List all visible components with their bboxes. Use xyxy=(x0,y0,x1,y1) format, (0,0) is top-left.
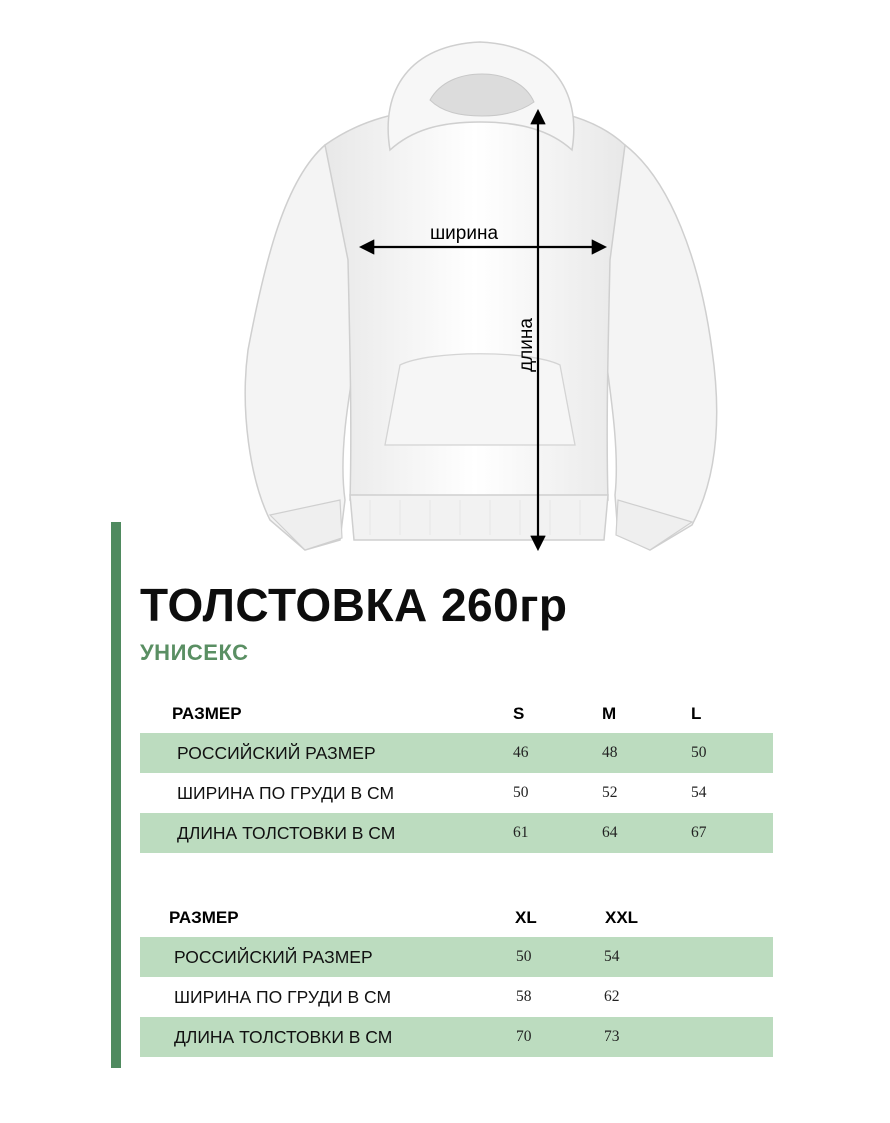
hoodie-icon xyxy=(230,30,730,570)
row-value: 54 xyxy=(691,784,707,801)
row-value: 58 xyxy=(516,988,532,1005)
size-header-xxl: XXL xyxy=(605,908,639,927)
row-value: 70 xyxy=(516,1028,532,1045)
size-header-s: S xyxy=(513,704,525,723)
size-table-2 xyxy=(140,899,773,1057)
hoodie-illustration xyxy=(230,30,730,570)
row-value: 64 xyxy=(602,824,618,841)
page-title: ТОЛСТОВКА 260гр xyxy=(140,579,568,631)
page-subtitle: УНИСЕКС xyxy=(140,640,249,665)
size-header-label: РАЗМЕР xyxy=(172,704,242,723)
row-value: 48 xyxy=(602,744,618,761)
table-row xyxy=(140,977,773,1017)
width-label: ширина xyxy=(429,223,499,244)
row-value: 73 xyxy=(604,1028,620,1045)
row-label: ШИРИНА ПО ГРУДИ В СМ xyxy=(174,986,392,1007)
table-row xyxy=(140,937,773,977)
row-value: 52 xyxy=(602,784,618,801)
row-value: 50 xyxy=(513,784,529,801)
table-row xyxy=(140,813,773,853)
row-value: 50 xyxy=(516,948,532,965)
row-value: 61 xyxy=(513,824,529,841)
row-value: 54 xyxy=(604,948,620,965)
size-header-label: РАЗМЕР xyxy=(169,908,239,927)
table-header-row xyxy=(140,899,773,937)
accent-bar xyxy=(111,522,121,1068)
size-header-l: L xyxy=(691,704,702,723)
length-label: длина xyxy=(516,318,537,372)
row-value: 62 xyxy=(604,988,620,1005)
row-label: РОССИЙСКИЙ РАЗМЕР xyxy=(177,742,376,763)
size-table-1 xyxy=(140,695,773,853)
size-header-m: M xyxy=(602,704,617,723)
row-label: РОССИЙСКИЙ РАЗМЕР xyxy=(174,946,373,967)
row-label: ДЛИНА ТОЛСТОВКИ В СМ xyxy=(177,822,396,843)
row-label: ШИРИНА ПО ГРУДИ В СМ xyxy=(177,782,395,803)
table-row xyxy=(140,1017,773,1057)
row-value: 50 xyxy=(691,744,707,761)
row-value: 46 xyxy=(513,744,529,761)
table-header-row xyxy=(140,695,773,733)
size-header-xl: XL xyxy=(515,908,537,927)
table-row xyxy=(140,733,773,773)
table-row xyxy=(140,773,773,813)
row-value: 67 xyxy=(691,824,707,841)
row-label: ДЛИНА ТОЛСТОВКИ В СМ xyxy=(174,1026,393,1047)
